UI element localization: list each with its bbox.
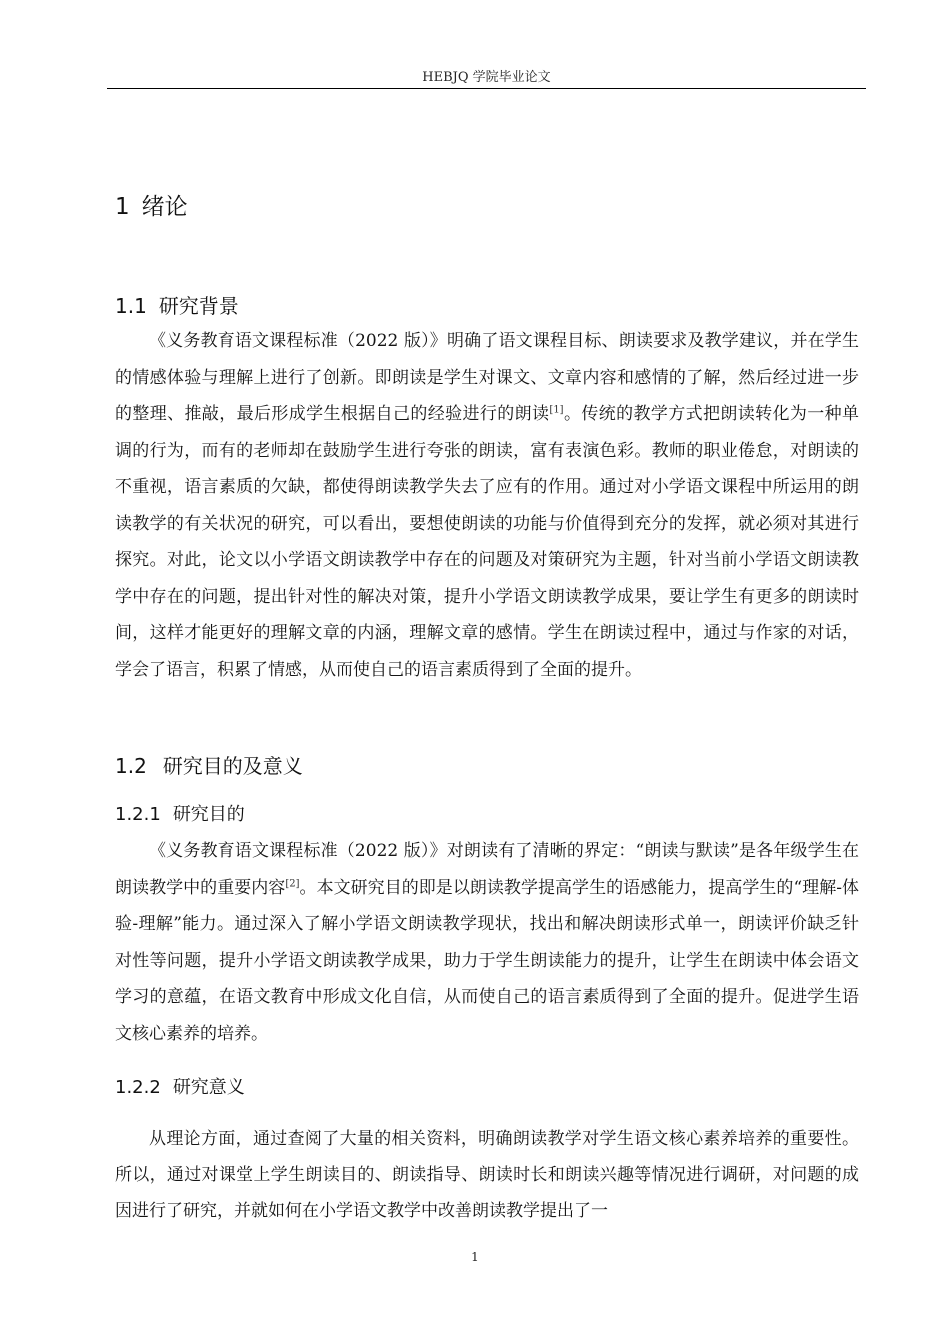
subsection-number: 1.2.2	[115, 1077, 161, 1098]
section-heading-1-1	[115, 290, 239, 319]
purpose-paragraph	[115, 833, 859, 1052]
section-heading-1-2	[115, 750, 303, 779]
citation-marker[interactable]: [1]	[549, 404, 564, 416]
significance-paragraph: 从理论方面，通过查阅了大量的相关资料，明确朗读教学对学生语文核心素养培养的重要性。所以，通过对课堂上学生朗读目的、朗读指导、朗读时长和朗读兴趣等情况进行调研，对问题的成因进行了研究，并就如何在小学语文教学中改善朗读教学提出了一	[115, 1129, 859, 1221]
citation-marker[interactable]: [2]	[285, 877, 300, 889]
chapter-title: 绪论	[141, 194, 188, 220]
paragraph-text: 。传统的教学方式把朗读转化为一种单调的行为，而有的老师却在鼓励学生进行夸张的朗读，富有表演色彩。教师的职业倦怠，对朗读的不重视，语言素质的欠缺，都使得朗读教学失去了应有的作用。通过对小学语文课程中所运用的朗读教学的有关状况的研究，可以看出，要想使朗读的功能与价值得到充分的发挥，就必须对其进行探究。对此，论文以小学语文朗读教学中存在的问题及对策研究为主题，针对当前小学语文朗读教学中存在的问题，提出针对性的解决对策，提升小学语文朗读教学成果，要让学生有更多的朗读时间，这样才能更好的理解文章的内涵，理解文章的感情。学生在朗读过程中，通过与作家的对话，学会了语言，积累了情感，从而使自己的语言素质得到了全面的提升。	[115, 404, 859, 680]
header-divider	[107, 88, 866, 89]
chapter-number: 1	[115, 194, 130, 220]
paragraph-text: 《义务教育语文课程标准（2022 版）》明确了语文课程目标、朗读要求及教学建议，并在学生的情感体验与理解上进行了创新。即朗读是学生对课文、文章内容和感情的了解，然后经过进一步的整理、推敲，最后形成学生根据自己的经验进行的朗读	[115, 331, 859, 424]
page-header: HEBJQ 学院毕业论文	[422, 70, 551, 85]
section-title: 研究目的及意义	[162, 754, 303, 778]
subsection-number: 1.2.1	[115, 804, 161, 825]
subsection-title: 研究目的	[172, 804, 245, 825]
subsection-heading-1-2-2	[115, 1073, 245, 1099]
section-number: 1.2	[115, 754, 147, 778]
section-title: 研究背景	[158, 294, 239, 318]
page-number: 1	[471, 1250, 479, 1264]
section-number: 1.1	[115, 294, 147, 318]
background-paragraph	[115, 323, 859, 688]
paragraph-text: 《义务教育语文课程标准（2022 版）》对朗读有了清晰的界定：“朗读与默读”是各年级学生在朗读教学中的重要内容	[115, 841, 859, 898]
chapter-heading	[115, 188, 188, 221]
paragraph-text: 。本文研究目的即是以朗读教学提高学生的语感能力，提高学生的“理解-体验-理解”能力。通过深入了解小学语文朗读教学现状，找出和解决朗读形式单一，朗读评价缺乏针对性等问题，提升小学语文朗读教学成果，助力于学生朗读能力的提升，让学生在朗读中体会语文学习的意蕴，在语文教育中形成文化自信，从而使自己的语言素质得到了全面的提升。促进学生语文核心素养的培养。	[115, 877, 860, 1044]
subsection-title: 研究意义	[172, 1077, 245, 1098]
subsection-heading-1-2-1	[115, 800, 245, 826]
